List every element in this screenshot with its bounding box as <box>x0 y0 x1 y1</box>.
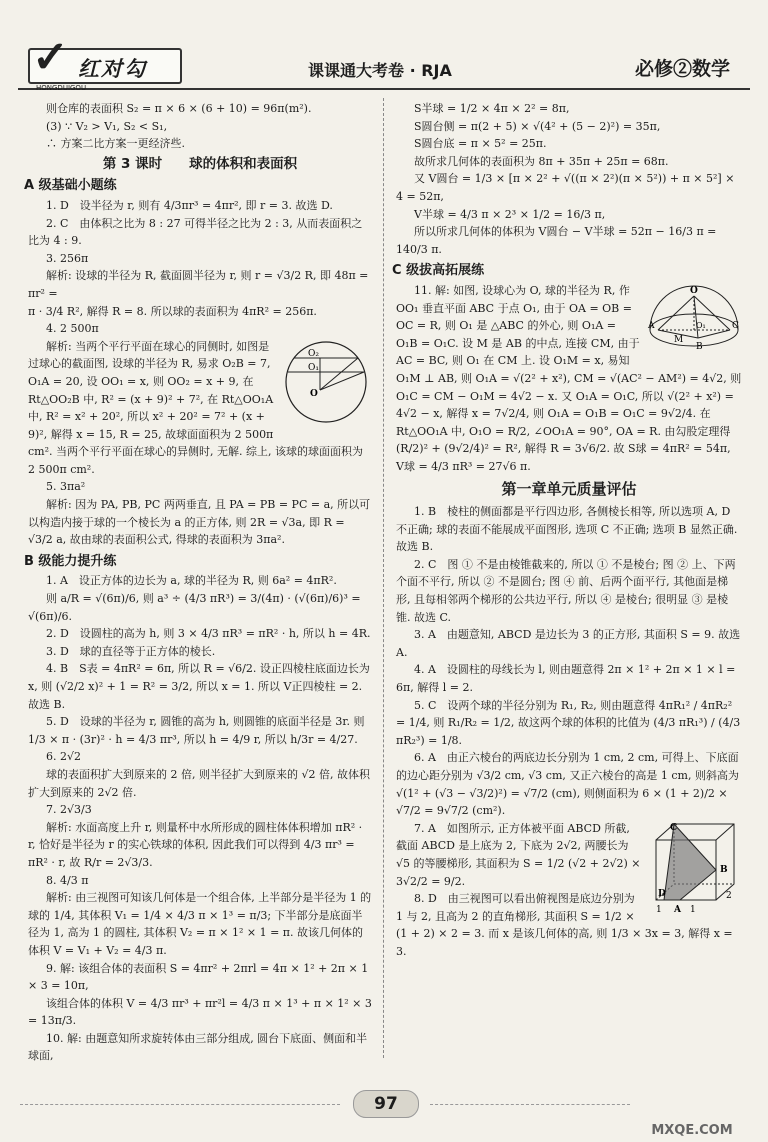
answer-item: 1. A 设正方体的边长为 a, 球的半径为 R, 则 6a² = 4πR². <box>46 574 337 588</box>
answer-item: 1. D 设半径为 r, 则有 4/3πr³ = 4πr², 即 r = 3. 故选 D. <box>46 198 333 212</box>
column-divider <box>383 98 384 1058</box>
solution-text: S圆台侧 = π(2 + 5) × √(4² + (5 − 2)²) = 35π, <box>414 119 661 133</box>
answer-item: 3. D 球的直径等于正方体的棱长. <box>46 644 216 658</box>
watermark-text: MXQE.COM <box>651 1123 733 1138</box>
page-number: 97 <box>353 1090 419 1118</box>
solution-text: 故所求几何体的表面积为 8π + 35π + 25π = 68π. <box>414 154 669 168</box>
sphere-cross-section-figure <box>280 338 372 426</box>
series-title: 课课通大考卷 · RJA <box>308 61 452 80</box>
solution-text: 则 a/R = √(6π)/6, 则 a³ ÷ (4/3 πR³) = 3/(4π) · (√(6π)/6)³ = √(6π)/6. <box>28 592 361 623</box>
solution-text: 该组合体的体积 V = 4/3 πr³ + πr²l = 4/3 π × 1³ + π × 1² × 3 = 13π/3. <box>28 996 372 1028</box>
answer-item: 7. A 如图所示, 正方体被平面 ABCD 所截, 截面 ABCD 是上底为 2, 下底为 2√2, 两腰长为 √5 的等腰梯形, 其面积为 S = 1/2 (√2 + 2√2) × 3√2/2 = 9/2. <box>396 821 641 888</box>
fig-label: 1 <box>690 904 696 915</box>
answer-text: ∴ 方案二比方案一更经济些. <box>46 137 185 151</box>
section-heading: A 级基础小题练 <box>24 178 117 194</box>
solution-text: 所以所求几何体的体积为 V圆台 − V半球 = 52π − 16/3 π = 140/3 π. <box>396 225 717 256</box>
answer-item: 3. A 由题意知, ABCD 是边长为 3 的正方形, 其面积 S = 9. 故选 A. <box>396 628 741 659</box>
solution-text: 球的表面积扩大到原来的 2 倍, 则半径扩大到原来的 √2 倍, 故体积扩大到原来的 2√2 倍. <box>28 767 370 799</box>
solution-text: 解析: 因为 PA, PB, PC 两两垂直, 且 PA = PB = PC = a, 所以可以构造内接于球的一个棱长为 a 的正方体, 则 2R = √3a, 即 R = √3/2 a, 故由球的表面积公式, 得球的表面积为 3πa². <box>28 498 371 547</box>
checkmark-icon: ✓ <box>32 32 69 83</box>
answer-item: 6. A 由正六棱台的两底边长分别为 1 cm, 2 cm, 可得上、下底面的边心距分别为 √3/2 cm, √3 cm, 又正六棱台的高是 1 cm, 则斜高为 √(1² + (√3 − √3/2)²) = √7/2 (cm), 则侧面积为 6 × (1 + 2)/2 × √7/2 = 9√7/2 (cm²). <box>396 751 739 818</box>
fig-label: B <box>720 864 728 875</box>
left-column <box>24 100 372 1065</box>
brand-logo <box>28 32 182 92</box>
answer-text: (3) ∵ V₂ > V₁, S₂ < S₁, <box>46 119 168 133</box>
answer-item: 9. 解: 该组合体的表面积 S = 4πr² + 2πrl = 4π × 1² + 2π × 1 × 3 = 10π, <box>28 961 369 993</box>
solution-text: S圆台底 = π × 5² = 25π. <box>414 137 547 151</box>
solution-text: 解析: 设球的半径为 R, 截面圆半径为 r, 则 r = √3/2 R, 即 48π = πr² = <box>28 269 369 300</box>
brand-subtitle: HONGDUIGOU <box>36 84 87 92</box>
page-header <box>18 32 750 92</box>
fig-label: O₂ <box>308 348 319 359</box>
footer-rule <box>20 1104 340 1105</box>
fig-label: A <box>648 320 655 331</box>
solution-text: V半球 = 4/3 π × 2³ × 1/2 = 16/3 π, <box>414 207 606 221</box>
answer-item: 7. 2√3/3 <box>46 803 92 817</box>
answer-item: 1. B 棱柱的侧面都是平行四边形, 各侧棱长相等, 所以选项 A, D 不正确; 球的表面不能展成平面图形, 选项 C 不正确; 选项 B 显然正确. 故选 B. <box>396 505 738 554</box>
answer-item: 10. 解: 由题意知所求旋转体由三部分组成, 圆台下底面、侧面和半球面, <box>28 1031 368 1063</box>
fig-label: B <box>696 341 703 352</box>
answer-item: 4. A 设圆柱的母线长为 l, 则由题意得 2π × 1² + 2π × 1 × l = 6π, 解得 l = 2. <box>396 663 736 694</box>
fig-label: O₁ <box>696 320 706 330</box>
answer-item: 5. 3πa² <box>46 480 86 494</box>
solution-text: 解析: 水面高度上升 r, 则量杯中水所形成的圆柱体体积增加 πR² · r, 恰好是半径为 r 的实心铁球的体积, 因此我们可以得到 4/3 πr³ = πR² · r, 故 R/r = 2√3/3. <box>28 820 363 869</box>
answer-item: 4. B S表 = 4πR² = 6π, 所以 R = √6/2. 设正四棱柱底面边长为 x, 则 (√2/2 x)² + 1 = R² = 3/2, 所以 x = 1. 所以 V正四棱柱 = 2. 故选 B. <box>28 662 370 711</box>
answer-item: 5. D 设球的半径为 r, 圆锥的高为 h, 则圆锥的底面半径是 3r. 则 1/3 × π · (3r)² · h = 4/3 πr³, 所以 h = 4/9 r, 所以 h/3r = 4/27. <box>28 715 365 746</box>
fig-label: A <box>674 904 681 915</box>
solution-text: 又 V圆台 = 1/3 × [π × 2² + √((π × 2²)(π × 5²)) + π × 5²] × 4 = 52π, <box>396 172 735 203</box>
answer-item: 3. 256π <box>46 251 89 265</box>
fig-label: O <box>690 285 698 296</box>
answer-item: 2. D 设圆柱的高为 h, 则 3 × 4/3 πR³ = πR² · h, 所以 h = 4R. <box>46 627 371 641</box>
fig-label: D <box>658 888 666 899</box>
solution-text: 11. 解: 如图, 设球心为 O, 球的半径为 R, 作 OO₁ 垂直平面 ABC 于点 O₁, 由于 OA = OB = OC = R, 则 O₁ 是 △ABC 的外心, 则 O₁A = O₁B = O₁C. 设 M 是 AB 的中点, 连接 CM, 由于 AC = BC, 则 O₁ 在 CM 上. 设 O₁M = x, 易知 O₁M ⊥ AB, 则 O₁A = √(2² + x²), CM = √(AC² − AM²) = 4√2, 则 O₁C = CM − O₁M = 4√2 − x. 又 O₁A = O₁C, 所以 √(2² + x²) = 4√2 − x, 解得 x = 7√2/4, 则 O₁A = O₁B = O₁C = 9√2/4. 在 Rt△OO₁A 中, O₁O = R/2, ∠OO₁A = 90°, OA = R. 由勾股定理得 (R/2)² + (9√2/4)² = R², 解得 R = 3√6/2. 故 S球 = 4πR² = 54π, V球 = 4/3 πR³ = 27√6 π. <box>396 283 742 473</box>
answer-item: 6. 2√2 <box>46 750 81 764</box>
brand-name: 红对勾 <box>78 56 147 81</box>
answer-item: 2. C 图 ① 不是由棱锥截来的, 所以 ① 不是棱台; 图 ② 上、下两个面不平行, 所以 ② 不是圆台; 图 ④ 前、后两个面平行, 其他面是梯形, 且每相邻两个梯形的公共边平行, 所以 ④ 是棱台; 很明显 ③ 是棱锥. 故选 C. <box>396 557 736 624</box>
footer-rule <box>430 1104 630 1105</box>
answer-item: 8. D 由三视图可以看出俯视图是底边分别为 1 与 2, 且高为 2 的直角梯形, 其面积 S = 1/2 × (1 + 2) × 2 = 3. 而 x 是该几何体的高, 则 1/3 × 3x = 3, 解得 x = 3. <box>396 892 733 958</box>
solution-text: S半球 = 1/2 × 4π × 2² = 8π, <box>414 102 570 115</box>
fig-label: C <box>670 822 678 833</box>
section-heading: B 级能力提升练 <box>24 553 117 569</box>
subject-title: 必修②数学 <box>634 58 730 80</box>
solution-text: 解析: 当两个平行平面在球心的同侧时, 如图是过球心的截面图, 设球的半径为 R, 易求 O₂B = 7, O₁A = 20, 设 OO₁ = x, 则 OO₂ = x + 9, 在 Rt△OO₂B 中, R² = (x + 9)² + 7², 在 Rt△OO₁A 中, R² = x² + 20², 所以 x² + 20² = 7² + (x + 9)², 解得 x = 15, R = 25, 故球面面积为 2 500π cm². 当两个平行平面在球心的异侧时, 无解. 综上, 该球的球面面积为 2 500π cm². <box>28 339 363 476</box>
fig-label: O₁ <box>308 362 319 373</box>
watermark <box>632 1098 752 1138</box>
answer-item: 4. 2 500π <box>46 322 99 336</box>
fig-label: O <box>310 388 318 399</box>
solution-text: 解析: 由三视图可知该几何体是一个组合体, 上半部分是半径为 1 的球的 1/4, 其体积 V₁ = 1/4 × 4/3 π × 1³ = π/3; 下半部分是底面半径为 1, 高为 1 的圆柱, 其体积 V₂ = π × 1² × 1 = π. 故该几何体的体积 V = V₁ + V₂ = 4/3 π. <box>28 891 372 957</box>
sphere-pyramid-figure <box>646 282 742 352</box>
section-heading: C 级拔高拓展练 <box>392 263 485 279</box>
solution-text: π · 3/4 R², 解得 R = 8. 所以球的表面积为 4πR² = 256π. <box>28 304 317 318</box>
fig-label: 1 <box>656 904 662 915</box>
answer-item: 5. C 设两个球的半径分别为 R₁, R₂, 则由题意得 4πR₁² / 4πR₂² = 1/4, 则 R₁/R₂ = 1/2, 故这两个球的体积的比值为 (4/3 πR₁³) / (4/3 πR₂³) = 1/8. <box>396 698 741 747</box>
right-column <box>392 100 742 961</box>
answer-text: 则仓库的表面积 S₂ = π × 6 × (6 + 10) = 96π(m²). <box>46 102 312 115</box>
fig-label: 2 <box>726 890 732 901</box>
answer-item: 2. C 由体积之比为 8 : 27 可得半径之比为 2 : 3, 从而表面积之比为 4 : 9. <box>28 216 363 248</box>
answer-item: 8. 4/3 π <box>46 873 89 887</box>
chapter-title: 第一章单元质量评估 <box>501 480 637 499</box>
lesson-title: 第 3 课时 球的体积和表面积 <box>102 155 298 172</box>
cube-section-figure <box>650 820 742 916</box>
fig-label: C <box>732 320 739 331</box>
fig-label: M <box>674 334 684 345</box>
